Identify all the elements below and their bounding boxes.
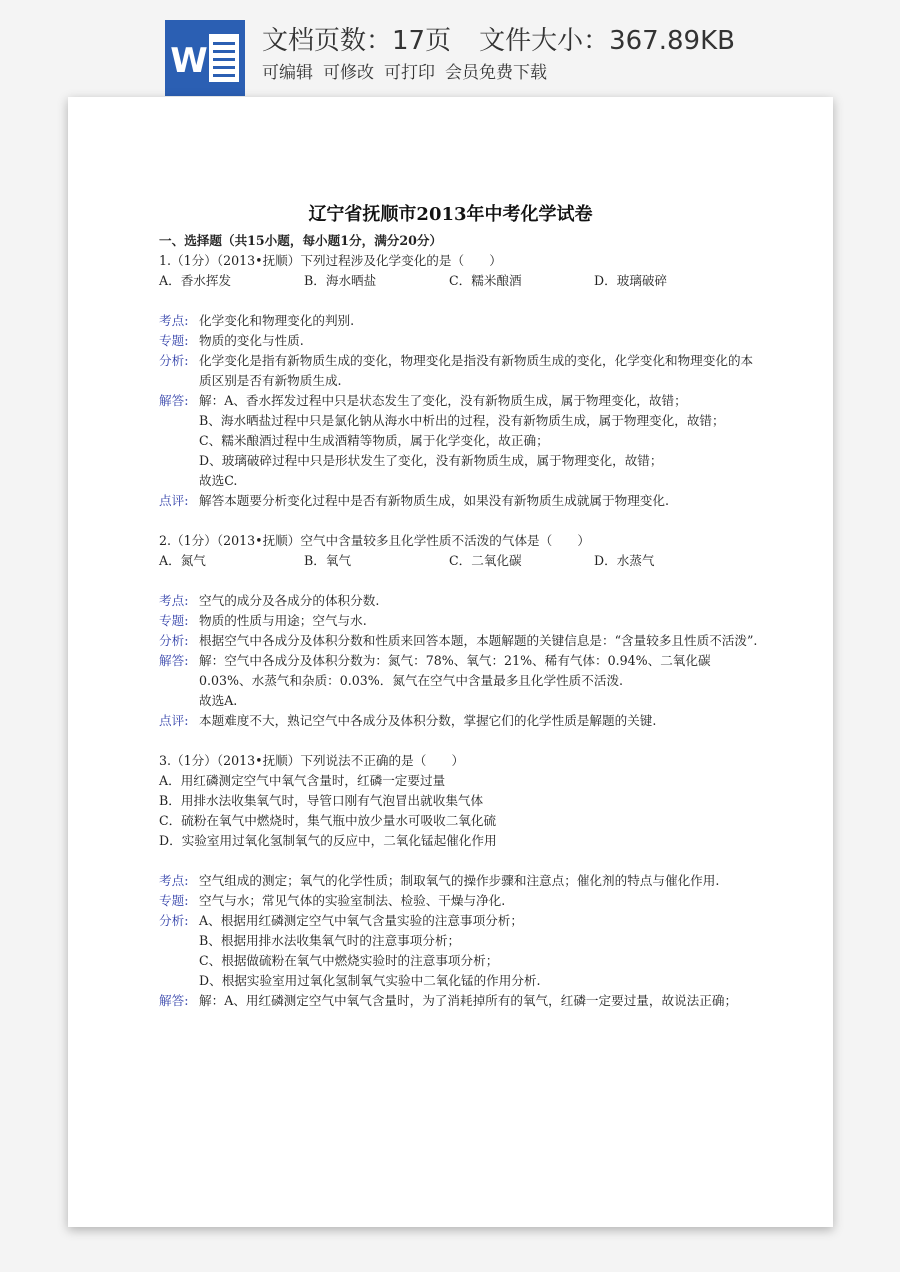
section-heading: 一、选择题（共15小题，每小题1分，满分20分） bbox=[159, 233, 443, 248]
svg-text:W: W bbox=[170, 41, 208, 81]
document-page bbox=[68, 97, 833, 1227]
fenxi-text: 化学变化是指有新物质生成的变化，物理变化是指没有新物质生成的变化，化学变化和物理变化的本质区别是否有新物质生成. bbox=[199, 353, 754, 388]
q2-zhuanti bbox=[159, 611, 759, 631]
feature-editable: 可编辑 bbox=[262, 63, 313, 83]
feature-modifiable: 可修改 bbox=[323, 63, 374, 83]
fenxi-label: 分析: bbox=[159, 633, 189, 648]
question-1-stem: 1.（1分）（2013•抚顺）下列过程涉及化学变化的是（ ） bbox=[159, 253, 502, 268]
q2-kaodian bbox=[159, 591, 759, 611]
option-d: D．水蒸气 bbox=[594, 553, 655, 568]
question-3-stem: 3.（1分）（2013•抚顺）下列说法不正确的是（ ） bbox=[159, 753, 465, 768]
zhuanti-label: 专题: bbox=[159, 613, 189, 628]
q1-jieda bbox=[159, 391, 759, 491]
question-2-options bbox=[159, 551, 759, 571]
zhuanti-text: 物质的性质与用途；空气与水. bbox=[199, 613, 367, 628]
feature-list bbox=[262, 58, 557, 83]
q3-zhuanti bbox=[159, 891, 759, 911]
option-c: C．硫粉在氧气中燃烧时，集气瓶中放少量水可吸收二氧化硫 bbox=[159, 813, 497, 828]
option-d: D．实验室用过氧化氢制氧气的反应中，二氧化锰起催化作用 bbox=[159, 833, 497, 848]
option-a: A．氮气 bbox=[159, 553, 206, 568]
fenxi-text: 根据空气中各成分及体积分数和性质来回答本题，本题解题的关键信息是：“含量较多且性质不活泼”. bbox=[199, 633, 758, 648]
feature-member-download: 会员免费下载 bbox=[445, 63, 547, 83]
q3-jieda bbox=[159, 991, 759, 1011]
jieda-line: 故选A. bbox=[199, 693, 238, 708]
zhuanti-label: 专题: bbox=[159, 893, 189, 908]
option-c: C．糯米酿酒 bbox=[449, 273, 522, 288]
kaodian-label: 考点: bbox=[159, 593, 189, 608]
file-info bbox=[262, 20, 763, 57]
q1-dianping bbox=[159, 491, 759, 511]
document-content bbox=[159, 231, 759, 1011]
fenxi-line: C、根据做硫粉在氧气中燃烧实验时的注意事项分析； bbox=[199, 953, 499, 968]
q3-kaodian bbox=[159, 871, 759, 891]
jieda-line: 解：A、香水挥发过程中只是状态发生了变化，没有新物质生成，属于物理变化，故错； bbox=[199, 393, 687, 408]
document-banner bbox=[0, 0, 900, 100]
fenxi-label: 分析: bbox=[159, 913, 189, 928]
feature-printable: 可打印 bbox=[384, 63, 435, 83]
zhuanti-label: 专题: bbox=[159, 333, 189, 348]
kaodian-text: 化学变化和物理变化的判别. bbox=[199, 313, 355, 328]
kaodian-label: 考点: bbox=[159, 313, 189, 328]
q1-zhuanti bbox=[159, 331, 759, 351]
dianping-label: 点评: bbox=[159, 493, 189, 508]
kaodian-text: 空气的成分及各成分的体积分数. bbox=[199, 593, 380, 608]
q1-kaodian bbox=[159, 311, 759, 331]
fenxi-line: A、根据用红磷测定空气中氧气含量实验的注意事项分析； bbox=[199, 913, 523, 928]
jieda-label: 解答: bbox=[159, 993, 189, 1008]
jieda-line: B、海水晒盐过程中只是氯化钠从海水中析出的过程，没有新物质生成，属于物理变化，故错； bbox=[199, 413, 725, 428]
option-a: A．香水挥发 bbox=[159, 273, 232, 288]
document-title: 辽宁省抚顺市2013年中考化学试卷 bbox=[308, 204, 593, 225]
fenxi-line: B、根据用排水法收集氧气时的注意事项分析； bbox=[199, 933, 461, 948]
jieda-label: 解答: bbox=[159, 393, 189, 408]
fenxi-label: 分析: bbox=[159, 353, 189, 368]
option-b: B．海水晒盐 bbox=[304, 273, 377, 288]
dianping-label: 点评: bbox=[159, 713, 189, 728]
jieda-line: 故选C. bbox=[199, 473, 238, 488]
option-b: B．氧气 bbox=[304, 553, 352, 568]
option-b: B．用排水法收集氧气时，导管口刚有气泡冒出就收集气体 bbox=[159, 793, 484, 808]
jieda-line: C、糯米酿酒过程中生成酒精等物质，属于化学变化，故正确； bbox=[199, 433, 549, 448]
q2-jieda bbox=[159, 651, 759, 711]
kaodian-text: 空气组成的测定；氧气的化学性质；制取氧气的操作步骤和注意点；催化剂的特点与催化作用. bbox=[199, 873, 720, 888]
dianping-text: 本题难度不大，熟记空气中各成分及体积分数，掌握它们的化学性质是解题的关键. bbox=[199, 713, 657, 728]
q2-fenxi bbox=[159, 631, 759, 651]
jieda-text: 解：A、用红磷测定空气中氧气含量时，为了消耗掉所有的氧气，红磷一定要过量，故说法正确； bbox=[199, 993, 738, 1008]
kaodian-label: 考点: bbox=[159, 873, 189, 888]
question-2-stem: 2.（1分）（2013•抚顺）空气中含量较多且化学性质不活泼的气体是（ ） bbox=[159, 533, 591, 548]
option-c: C．二氧化碳 bbox=[449, 553, 522, 568]
option-d: D．玻璃破碎 bbox=[594, 273, 668, 288]
option-a: A．用红磷测定空气中氧气含量时，红磷一定要过量 bbox=[159, 773, 446, 788]
q3-fenxi bbox=[159, 911, 759, 991]
jieda-line: 解：空气中各成分及体积分数为：氮气：78%、氧气：21%、稀有气体：0.94%、二氧化碳0.03%、水蒸气和杂质：0.03%．氮气在空气中含量最多且化学性质不活泼. bbox=[199, 653, 711, 688]
zhuanti-text: 空气与水；常见气体的实验室制法、检验、干燥与净化. bbox=[199, 893, 506, 908]
jieda-line: D、玻璃破碎过程中只是形状发生了变化，没有新物质生成，属于物理变化，故错； bbox=[199, 453, 663, 468]
fenxi-line: D、根据实验室用过氧化氢制氧气实验中二氧化锰的作用分析. bbox=[199, 973, 541, 988]
word-document-icon bbox=[165, 20, 245, 96]
page-count: 文档页数：17页 bbox=[262, 26, 452, 56]
file-size: 文件大小：367.89KB bbox=[479, 26, 735, 56]
q2-dianping bbox=[159, 711, 759, 731]
zhuanti-text: 物质的变化与性质. bbox=[199, 333, 304, 348]
dianping-text: 解答本题要分析变化过程中是否有新物质生成，如果没有新物质生成就属于物理变化. bbox=[199, 493, 669, 508]
jieda-label: 解答: bbox=[159, 653, 189, 668]
q1-fenxi bbox=[159, 351, 759, 391]
question-1-options bbox=[159, 271, 759, 291]
